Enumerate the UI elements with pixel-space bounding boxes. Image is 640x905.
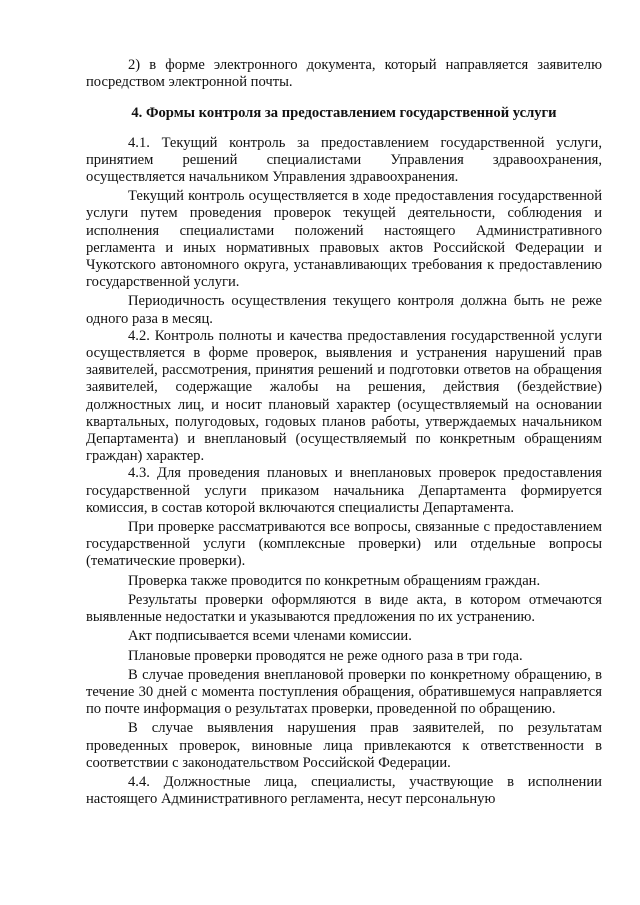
section-heading: 4. Формы контроля за предоставлением государственной услуги <box>131 105 557 122</box>
paragraph-4-2: 4.2. Контроль полноты и качества предоставления государственной услуги осуществляется в форме проверок, выявления и устранения нарушений прав заявителей, рассмотрения, принятия решений и подготовки ответов на обращения заявителей, содержащие жалобы на решения, действия (бездействие) должностных лиц, и носит плановый характер (осуществляемый на основании квартальных, полугодовых, годовых планов работы, утверждаемых начальником Департамента) и внеплановый (осуществляемый по конкретным обращениям граждан) характер. <box>86 327 602 465</box>
paragraph-violations: В случае выявления нарушения прав заявителей, по результатам проведенных проверок, виновные лица привлекаются к ответственности в соответствии с законодательством Российской Федерации. <box>86 720 602 771</box>
paragraph-inspection-scope: При проверке рассматриваются все вопросы, связанные с предоставлением государственной услуги (комплексные проверки) или отдельные вопросы (тематические проверки). <box>86 519 602 570</box>
paragraph-inspection-results: Результаты проверки оформляются в виде акта, в котором отмечаются выявленные недостатки и указываются предложения по их устранению. <box>86 591 602 626</box>
paragraph-4-4: 4.4. Должностные лица, специалисты, участвующие в исполнении настоящего Административного регламента, несут персональную <box>86 773 602 808</box>
paragraph-planned-inspections: Плановые проверки проводятся не реже одного раза в три года. <box>128 647 523 664</box>
paragraph-current-control: Текущий контроль осуществляется в ходе предоставления государственной услуги путем проведения проверок текущей деятельности, соблюдения и исполнения специалистами положений настоящего Административного регламента и иных нормативных правовых актов Российской Федерации и Чукотского автономного округа, устанавливающих требования к предоставлению государственной услуги. <box>86 188 602 291</box>
paragraph-act-signature: Акт подписывается всеми членами комиссии. <box>128 628 412 645</box>
paragraph-unplanned-inspection: В случае проведения внеплановой проверки по конкретному обращению, в течение 30 дней с момента поступления обращения, обратившемуся направляется по почте информация о результатах проверки, проведенной по обращению. <box>86 666 602 718</box>
paragraph-4-3: 4.3. Для проведения плановых и внеплановых проверок предоставления государственной услуги приказом начальника Департамента формируется комиссия, в состав которой включаются специалисты Департамента. <box>86 465 602 516</box>
paragraph-citizen-appeals: Проверка также проводится по конкретным обращениям граждан. <box>128 572 541 589</box>
paragraph-periodicity: Периодичность осуществления текущего контроля должна быть не реже одного раза в месяц. <box>86 293 602 327</box>
intro-paragraph: 2) в форме электронного документа, который направляется заявителю посредством электронной почты. <box>86 57 602 91</box>
paragraph-4-1: 4.1. Текущий контроль за предоставлением государственной услуги, принятием решений специалистами Управления здравоохранения, осуществляется начальником Управления здравоохранения. <box>86 134 602 186</box>
